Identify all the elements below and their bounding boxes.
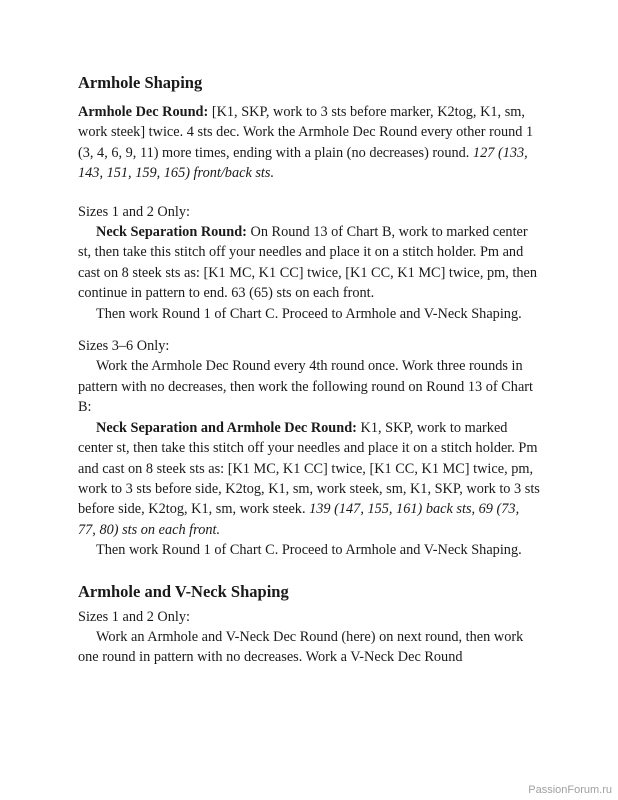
neck-separation-armhole-dec-label: Neck Separation and Armhole Dec Round:: [96, 419, 357, 436]
armhole-dec-round-text: [K1, SKP, work to 3 sts before marker, K2tog, K1, sm, work steek] twice. 4 sts dec. Work the Armhole Dec Round every other round 1 (3, 4, 6, 9, 11) more times, ending with a plain (no decreases) round.: [78, 104, 534, 161]
sizes-1-2-chart-c-paragraph: Then work Round 1 of Chart C. Proceed to Armhole and V-Neck Shaping.: [96, 305, 522, 322]
neck-separation-text: On Round 13 of Chart B, work to marked center st, then take this stitch off your needles and place it on a stitch holder. Pm and cast on 8 steek sts as: [K1 MC, K1 CC] twice, [K1 CC, K1 MC] twice, pm, then continue in pattern to end. 63 (65) sts on each front.: [78, 224, 538, 302]
sizes-3-6-label: Sizes 3–6 Only:: [78, 338, 170, 355]
sizes-1-2-label: Sizes 1 and 2 Only:: [78, 203, 190, 220]
sizes-3-6-chart-c-paragraph: Then work Round 1 of Chart C. Proceed to Armhole and V-Neck Shaping.: [96, 542, 522, 559]
section-heading-armhole-v-neck-shaping: Armhole and V-Neck Shaping: [78, 581, 289, 601]
neck-separation-label: Neck Separation Round:: [96, 224, 247, 241]
neck-separation-paragraph: [78, 222, 540, 304]
armhole-dec-round-label: Armhole Dec Round:: [78, 104, 209, 120]
sizes-3-6-intro-paragraph: Work the Armhole Dec Round every 4th round once. Work three rounds in pattern with no decreases, then work the following round on Round 13 of Chart B:: [78, 358, 534, 416]
watermark: PassionForum.ru: [528, 784, 612, 796]
section2-sizes-1-2-label: Sizes 1 and 2 Only:: [78, 608, 190, 625]
neck-separation-armhole-dec-result: 139 (147, 155, 161) back sts, 69 (73, 77, 80) sts on each front.: [78, 501, 520, 538]
neck-separation-armhole-dec-text: K1, SKP, work to marked center st, then take this stitch off your needles and place it on a stitch holder. Pm and cast on 8 steek sts as: [K1 MC, K1 CC] twice, [K1 CC, K1 MC] twice, pm, work to 3 sts before side, K2tog, K1, sm, work steek, sm, K1, SKP, work to 3 sts before side, K2tog, K1, sm, work steek.: [78, 419, 540, 518]
armhole-dec-round-paragraph: [78, 102, 540, 184]
armhole-dec-round-result: 127 (133, 143, 151, 159, 165) front/back sts.: [78, 144, 528, 182]
document-page: [78, 70, 540, 668]
neck-separation-armhole-dec-paragraph: [78, 418, 540, 540]
section-heading-armhole-shaping: Armhole Shaping: [78, 73, 203, 92]
armhole-v-neck-dec-paragraph: Work an Armhole and V-Neck Dec Round (here) on next round, then work one round in pattern with no decreases. Work a V-Neck Dec Round: [78, 628, 524, 666]
